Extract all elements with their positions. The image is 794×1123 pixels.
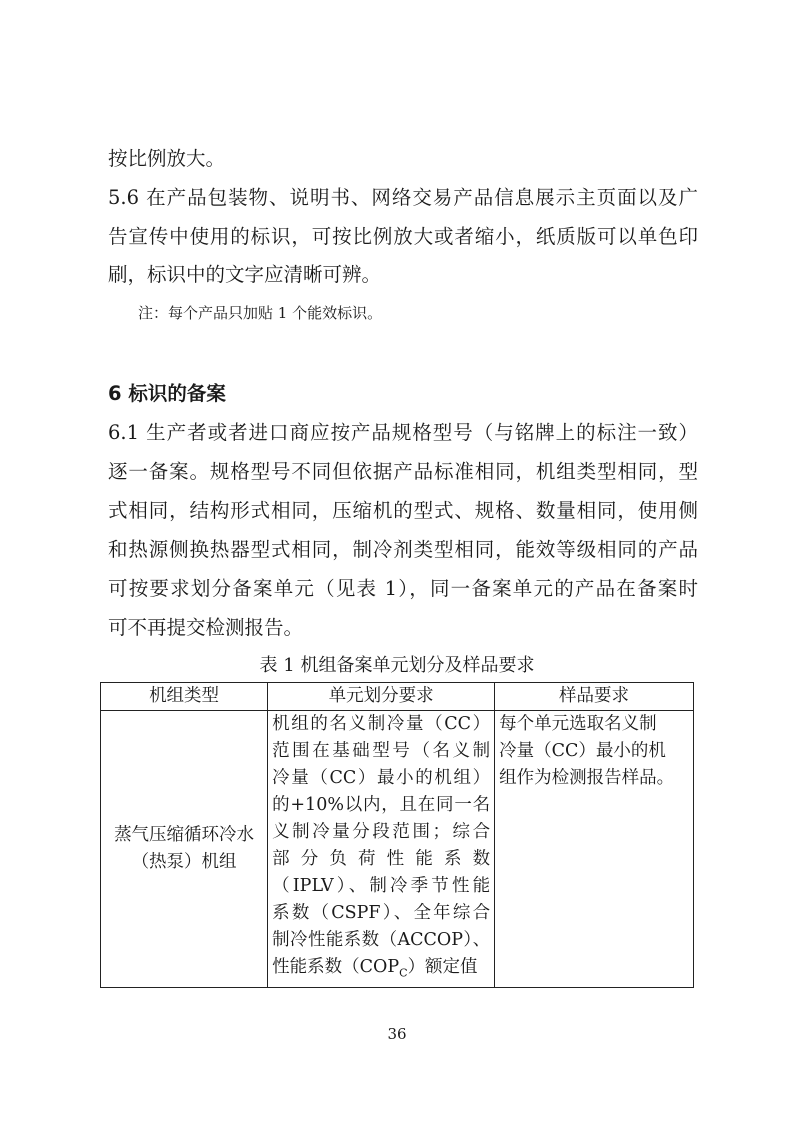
- text-line: 式相同，结构形式相同，压缩机的型式、规格、数量相同，使用侧: [108, 499, 698, 522]
- sample-requirement-cell: [495, 711, 694, 988]
- text-line: 可按要求划分备案单元（见表 1），同一备案单元的产品在备案时: [108, 577, 698, 600]
- note-text: 注：每个产品只加贴 1 个能效标识。: [138, 304, 383, 322]
- text-line: 6.1 生产者或者进口商应按产品规格型号（与铭牌上的标注一致）: [108, 421, 698, 444]
- cell-line: 蒸气压缩循环冷水: [114, 824, 255, 845]
- section-heading: 6 标识的备案: [108, 382, 226, 405]
- table-header-row: [101, 683, 694, 711]
- text-line: 按比例放大。: [108, 147, 226, 170]
- cell-line: 制冷性能系数（ACCOP）、: [272, 930, 491, 950]
- cell-line: （IPLV）、制冷季节性能: [272, 876, 491, 896]
- text-line: 5.6 在产品包装物、说明书、网络交易产品信息展示主页面以及广: [108, 186, 698, 209]
- cell-line: 义制冷量分段范围；综合: [272, 822, 491, 842]
- cell-line: 系数（CSPF）、全年综合: [272, 903, 491, 923]
- text-line: 和热源侧换热器型式相同，制冷剂类型相同，能效等级相同的产品: [108, 538, 698, 561]
- text-line: 刷，标识中的文字应清晰可辨。: [108, 263, 382, 286]
- page-number: 36: [387, 1025, 407, 1043]
- unit-type-cell: [101, 711, 268, 988]
- cell-line: （热泵）机组: [131, 851, 237, 872]
- cell-text: 性能系数（COP: [272, 957, 400, 977]
- cell-line: 组作为检测报告样品。: [499, 768, 675, 788]
- division-requirement-cell: [268, 711, 495, 988]
- table-caption: 表 1 机组备案单元划分及样品要求: [259, 655, 535, 676]
- filing-unit-table: [100, 682, 694, 988]
- cell-line: 冷量（CC）最小的机: [499, 741, 666, 761]
- column-header: 样品要求: [495, 683, 694, 711]
- cell-line: 范围在基础型号（名义制: [272, 741, 491, 761]
- text-line: 可不再提交检测报告。: [108, 616, 304, 639]
- cell-line: 机组的名义制冷量（CC）: [272, 714, 491, 734]
- text-line: 逐一备案。规格型号不同但依据产品标准相同，机组类型相同，型: [108, 460, 698, 483]
- cell-line: 冷量（CC）最小的机组）: [272, 768, 491, 788]
- column-header: 单元划分要求: [268, 683, 495, 711]
- subscript: C: [399, 966, 408, 980]
- table-row: [101, 711, 694, 988]
- cell-line: [272, 954, 490, 987]
- cell-line: 部分负荷性能系数: [272, 849, 491, 869]
- cell-line: 的+10%以内，且在同一名: [272, 795, 491, 815]
- text-line: 告宣传中使用的标识，可按比例放大或者缩小，纸质版可以单色印: [108, 225, 698, 248]
- cell-text: ）额定值: [407, 957, 478, 977]
- cell-line: 每个单元选取名义制: [499, 714, 657, 734]
- column-header: 机组类型: [101, 683, 268, 711]
